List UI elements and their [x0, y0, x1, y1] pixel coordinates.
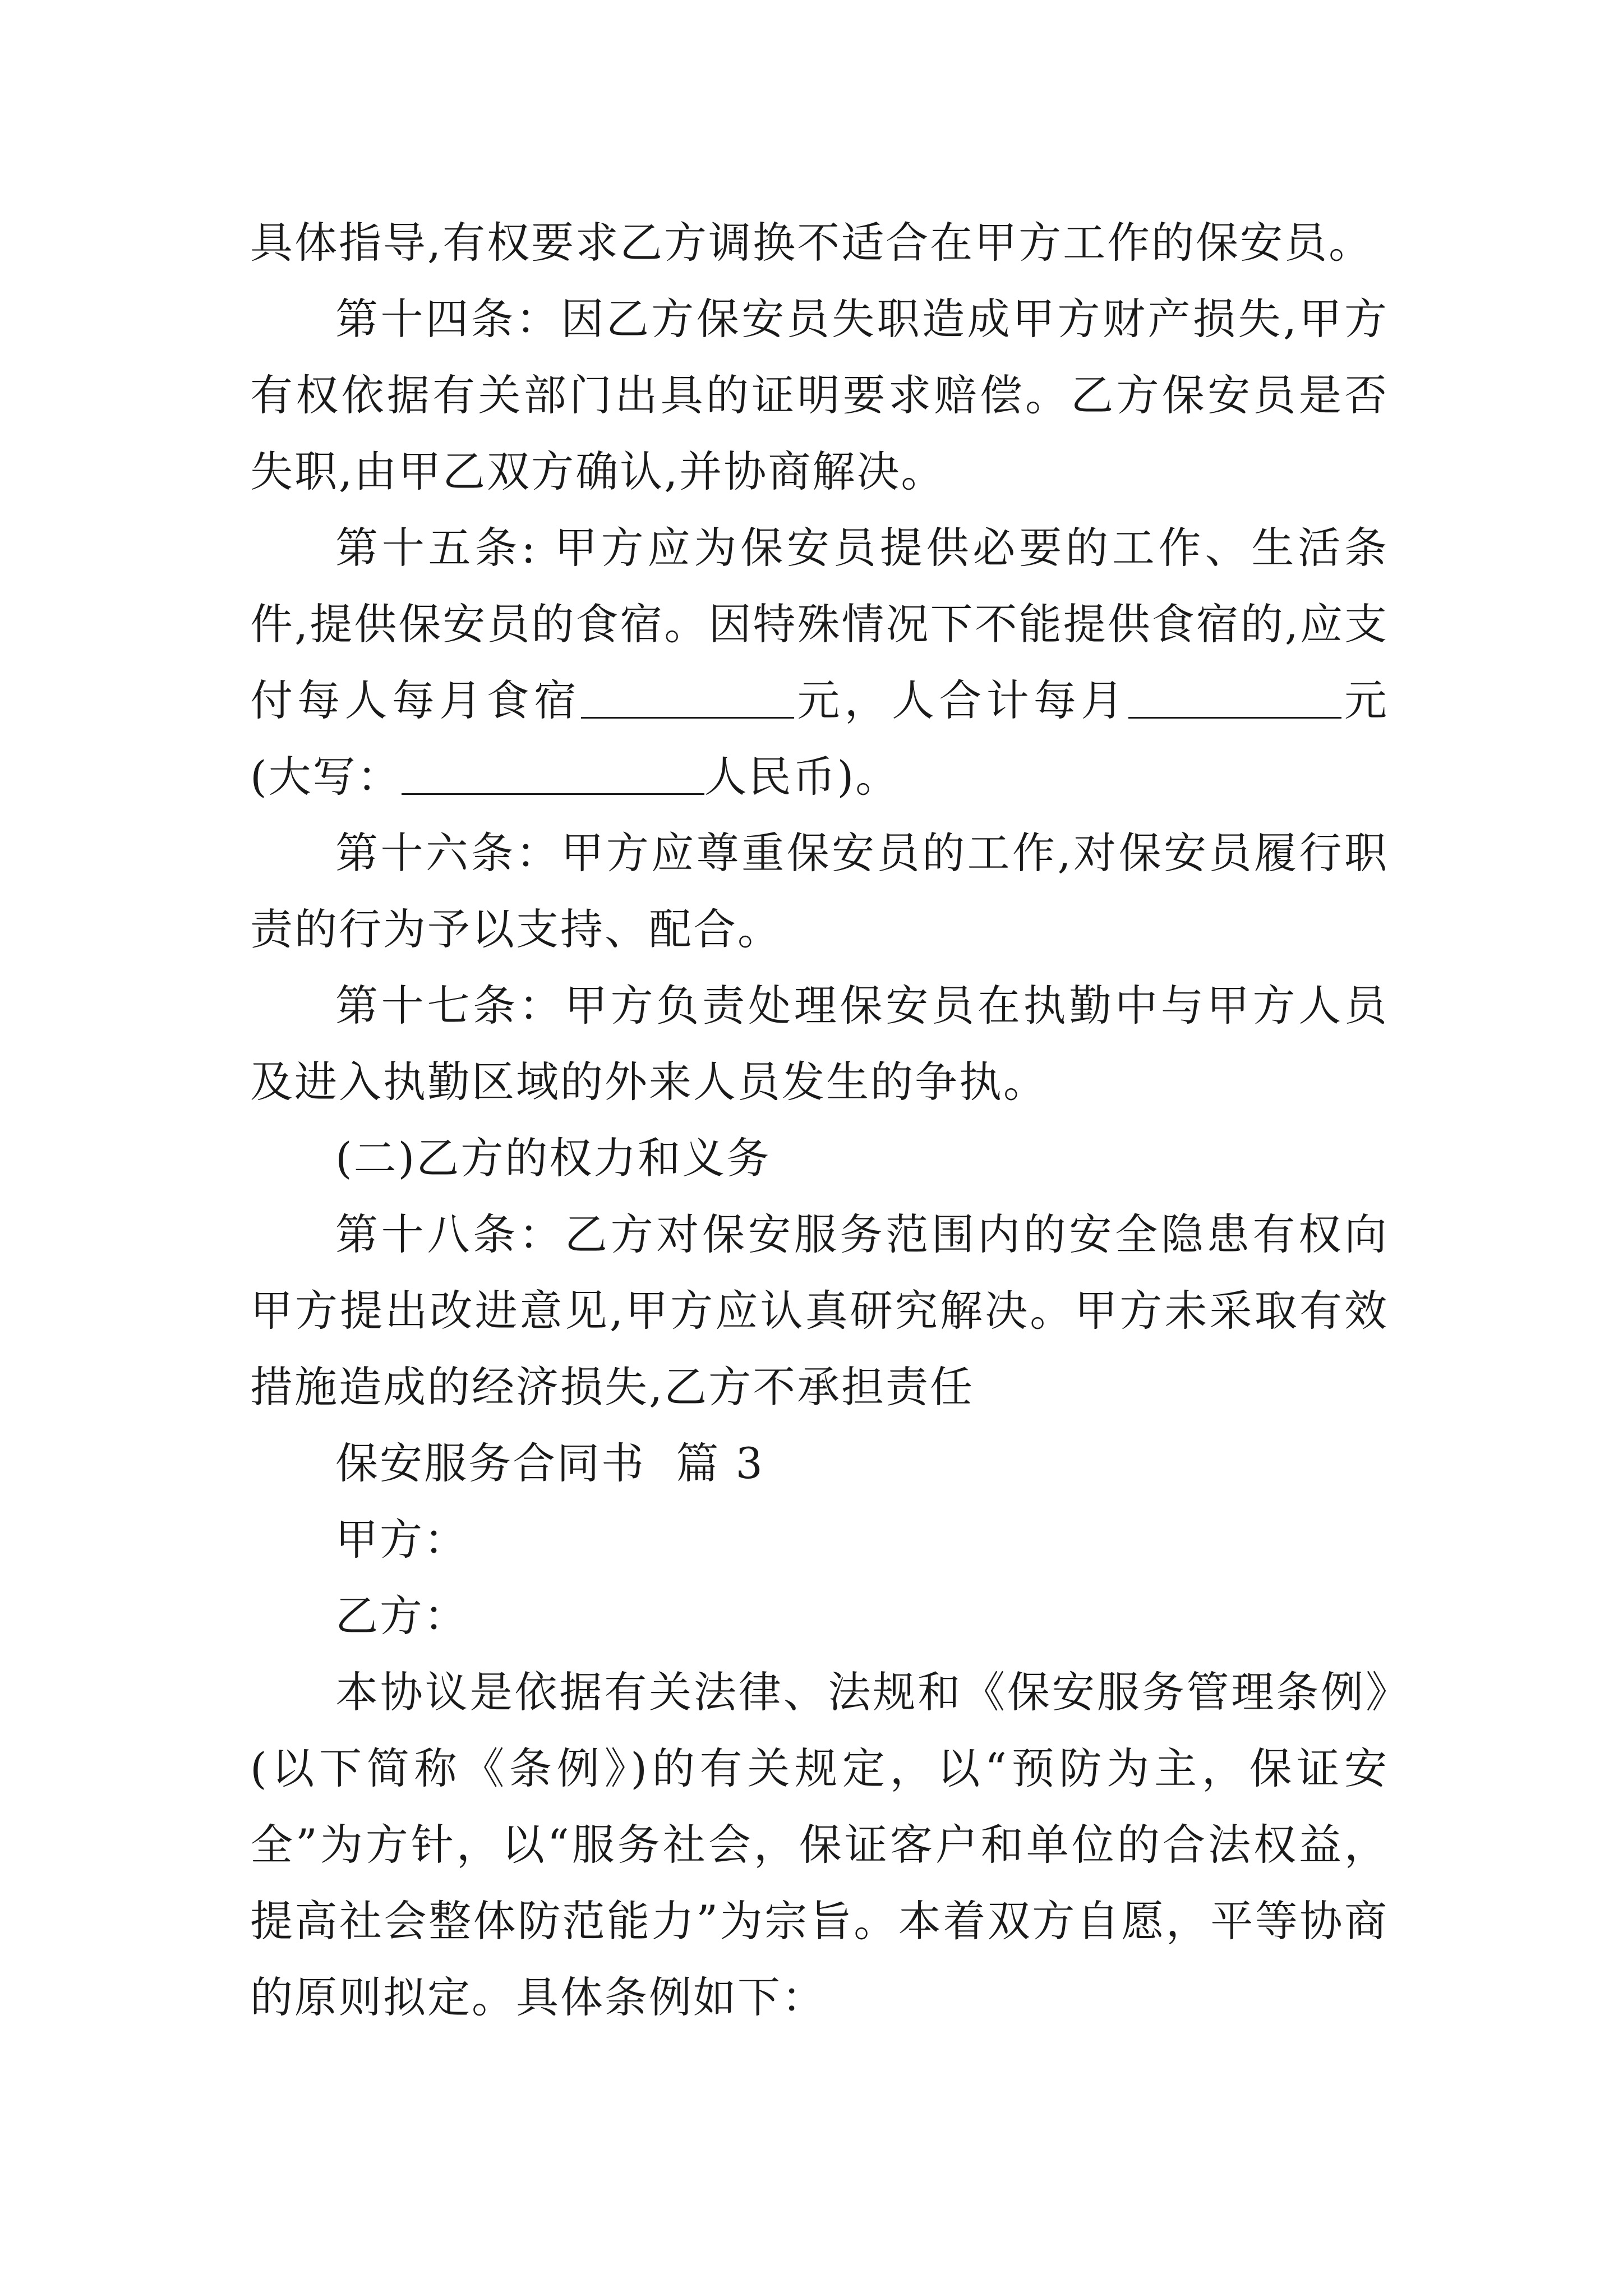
article-15-text-b: 元，人合计每月 — [794, 675, 1128, 725]
document-body — [250, 205, 1389, 2036]
contract-title: 保安服务合同书 篇 3 — [335, 1438, 764, 1488]
article-18: 第十八条：乙方对保安服务范围内的安全隐患有权向甲方提出改进意见,甲方应认真研究解决。甲方未采取有效措施造成的经济损失,乙方不承担责任 — [250, 1209, 1389, 1412]
blank-meal-allowance — [581, 678, 794, 719]
party-a-label: 甲方： — [335, 1515, 468, 1565]
article-17: 第十七条：甲方负责处理保安员在执勤中与甲方人员及进入执勤区域的外来人员发生的争执。 — [250, 981, 1389, 1107]
blank-amount-in-words — [402, 754, 704, 795]
blank-monthly-total — [1128, 678, 1341, 719]
agreement-preamble: 本协议是依据有关法律、法规和《保安服务管理条例》(以下简称《条例》)的有关规定，以“预防为主，保证安全”为方针，以“服务社会，保证客户和单位的合法权益，提高社会整体防范能力”为宗旨。本着双方自愿，平等协商的原则拟定。具体条例如下： — [250, 1667, 1389, 2022]
article-16: 第十六条：甲方应尊重保安员的工作,对保安员履行职责的行为予以支持、配合。 — [250, 828, 1389, 954]
article-14: 第十四条：因乙方保安员失职造成甲方财产损失,甲方有权依据有关部门出具的证明要求赔偿。乙方保安员是否失职,由甲乙双方确认,并协商解决。 — [250, 294, 1389, 496]
article-15-text-a: 第十五条: 甲方应为保安员提供必要的工作、生活条件,提供保安员的食宿。因特殊情况下不能提供食宿的,应支付每人每月食宿 — [250, 523, 1389, 725]
article-15-text-c: 元(大写： — [250, 675, 1389, 802]
section-heading: (二)乙方的权力和义务 — [335, 1133, 771, 1183]
paragraph-continuation: 具体指导,有权要求乙方调换不适合在甲方工作的保安员。 — [250, 218, 1373, 268]
article-15-text-d: 人民币)。 — [704, 752, 900, 802]
party-b-label: 乙方： — [335, 1591, 468, 1641]
article-15 — [250, 510, 1389, 815]
